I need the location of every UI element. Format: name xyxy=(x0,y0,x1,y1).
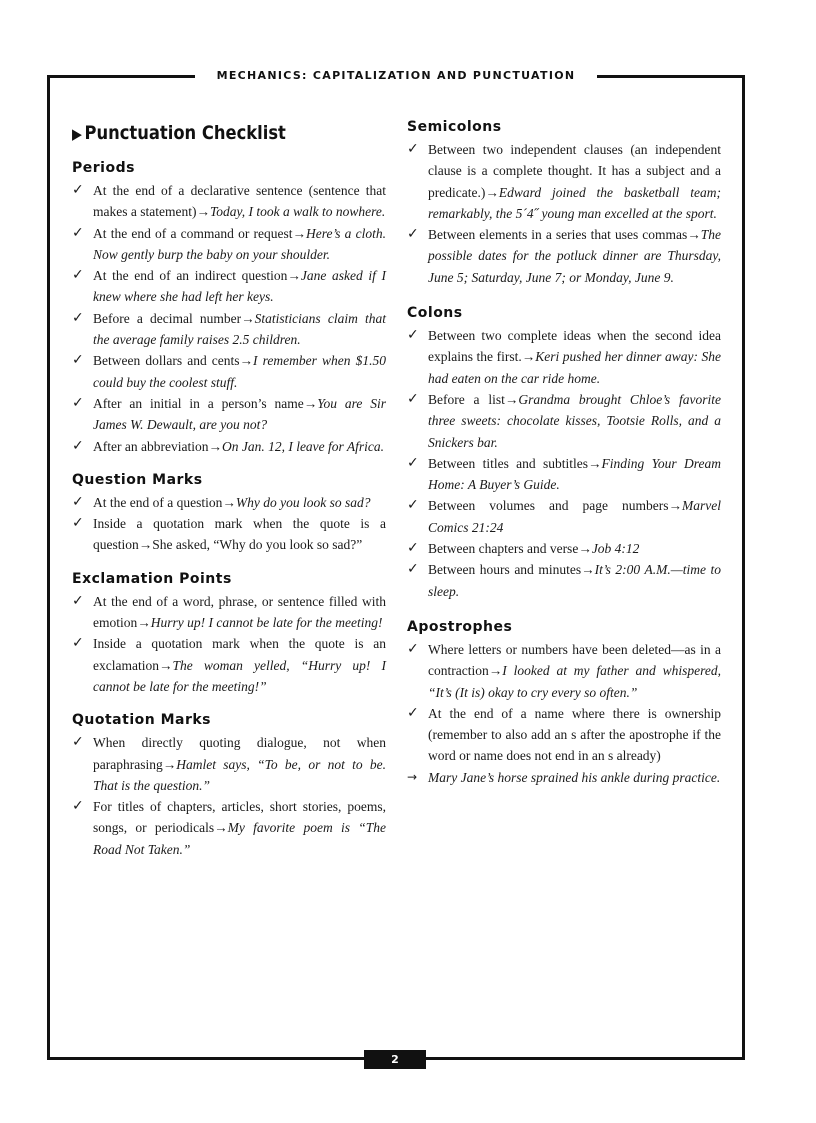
item-rule: Between chapters and verse xyxy=(428,541,579,557)
checkmark-icon: ✓ xyxy=(72,394,84,411)
arrow-right-icon: → xyxy=(687,227,701,243)
item-example: Statisticians claim that the average family raises 2.5 children. xyxy=(93,310,386,348)
item-example: Edward joined the basketball team; remarkably, the 5´4˝ young man excelled at the sport. xyxy=(428,184,721,221)
arrow-right-icon: → xyxy=(158,657,173,673)
checkmark-icon: ✓ xyxy=(407,141,419,157)
section-heading: Quotation Marks xyxy=(72,712,212,729)
arrow-right-icon: → xyxy=(222,494,236,510)
checkmark-icon: ✓ xyxy=(72,493,84,510)
checkmark-icon: ✓ xyxy=(407,497,419,514)
arrow-right-icon: → xyxy=(214,820,228,836)
checklist-item xyxy=(72,265,386,308)
arrow-right-icon: → xyxy=(239,353,254,369)
checkmark-icon: ✓ xyxy=(407,704,419,721)
checklist-item xyxy=(407,538,721,559)
checklist-item xyxy=(72,350,386,393)
checkmark-icon: ✓ xyxy=(407,226,419,243)
section-question-marks xyxy=(72,471,386,556)
checklist-item xyxy=(72,223,386,266)
checkmark-icon: ✓ xyxy=(72,515,84,532)
checkmark-icon: ✓ xyxy=(72,267,84,284)
item-example: Why do you look so sad? xyxy=(235,494,371,510)
item-rule: Between elements in a series that uses commas xyxy=(428,227,688,243)
item-example: Grandma brought Chloe’s favorite three sweets: chocolate kisses, Tootsie Rolls, and a Snickers bar. xyxy=(428,391,721,450)
checklist-item xyxy=(72,180,386,223)
section-heading: Apostrophes xyxy=(407,618,513,635)
page-number: 2 xyxy=(364,1050,426,1069)
section-heading: Colons xyxy=(407,305,463,322)
checkmark-icon: ✓ xyxy=(407,327,419,344)
section-periods xyxy=(72,159,386,457)
section-quotation-marks xyxy=(72,711,386,860)
section-heading: Question Marks xyxy=(72,471,203,488)
item-example: Here’s a cloth. Now gently burp the baby on your shoulder. xyxy=(93,225,386,262)
arrow-right-icon: → xyxy=(485,184,499,200)
left-column xyxy=(72,118,386,874)
right-column xyxy=(407,118,721,804)
frame-right-rule xyxy=(742,75,745,1060)
checkmark-icon: ✓ xyxy=(72,352,84,369)
checkmark-icon: ✓ xyxy=(407,640,419,657)
running-head: MECHANICS: CAPITALIZATION AND PUNCTUATION xyxy=(216,69,576,82)
checklist-item xyxy=(407,139,721,224)
section-heading: Exclamation Points xyxy=(72,570,232,587)
item-example: Keri pushed her dinner away: She had eaten on the car ride home. xyxy=(428,349,721,386)
arrow-right-icon: → xyxy=(137,615,151,631)
checklist-item xyxy=(72,591,386,634)
arrow-right-icon: → xyxy=(521,349,536,365)
item-example: I looked at my father and whispered, “It’s (It is) okay to cry every so often.” xyxy=(428,663,721,700)
item-rule: Between volumes and page numbers xyxy=(428,498,669,514)
item-rule: Where letters or numbers have been deleted—as in a contraction xyxy=(428,641,721,679)
item-rule: At the end of a question xyxy=(93,494,223,510)
checklist-item xyxy=(407,389,721,453)
trailing-example xyxy=(407,767,721,788)
checkmark-icon: ✓ xyxy=(72,437,84,454)
arrow-right-icon: → xyxy=(407,769,418,784)
section-heading: Periods xyxy=(72,160,135,176)
checkmark-icon: ✓ xyxy=(72,224,84,241)
checkmark-icon: ✓ xyxy=(72,635,84,652)
item-example: Job 4:12 xyxy=(591,541,640,557)
checklist-item xyxy=(72,436,386,457)
checkmark-icon: ✓ xyxy=(72,182,84,198)
item-rule: After an abbreviation xyxy=(93,438,209,454)
item-rule: For titles of chapters, articles, short stories, poems, songs, or periodicals xyxy=(93,799,386,836)
item-rule: At the end of a word, phrase, or sentence filled with emotion xyxy=(93,593,386,631)
arrow-right-icon: → xyxy=(668,498,683,514)
item-example: The woman yelled, “Hurry up! I cannot be late for the meeting!” xyxy=(93,657,386,694)
item-example: It’s 2:00 A.M.—time to sleep. xyxy=(428,562,721,599)
section-heading: Semicolons xyxy=(407,119,502,135)
checklist-item xyxy=(407,224,721,288)
checklist-item xyxy=(407,639,721,703)
item-rule: Inside a quotation mark when the quote is a question xyxy=(93,516,386,553)
item-rule: Between dollars and cents xyxy=(93,353,240,369)
arrow-right-icon: → xyxy=(588,455,602,471)
arrow-right-icon: → xyxy=(303,395,318,411)
section-apostrophes xyxy=(407,618,721,788)
item-rule: Between two complete ideas when the second idea explains the first. xyxy=(428,328,721,365)
checklist-item xyxy=(407,559,721,602)
item-rule: At the end of an indirect question xyxy=(93,268,288,284)
item-rule: Before a decimal number xyxy=(93,310,242,326)
page-title-text: Punctuation Checklist xyxy=(84,122,286,144)
checkmark-icon: ✓ xyxy=(72,592,84,609)
right-sections xyxy=(407,118,721,788)
frame-top-left-rule xyxy=(47,75,195,78)
checklist-item xyxy=(407,495,721,538)
checklist-item xyxy=(72,796,386,860)
trailing-example-text: Mary Jane’s horse sprained his ankle during practice. xyxy=(428,769,721,785)
arrow-right-icon: → xyxy=(138,537,153,553)
item-example: Hurry up! I cannot be late for the meeting! xyxy=(150,615,383,631)
item-example: Jane asked if I knew where she had left her keys. xyxy=(93,268,387,305)
item-rule: At the end of a name where there is ownership (remember to also add an s after the apostrophe if the word or name does not end in an s already) xyxy=(428,705,721,764)
item-example: On Jan. 12, I leave for Africa. xyxy=(221,438,385,454)
checklist-item xyxy=(72,513,386,556)
item-rule: Between hours and minutes xyxy=(428,562,582,578)
arrow-right-icon: → xyxy=(504,391,519,407)
item-rule: Between two independent clauses (an independent clause is a complete thought. It has a subject and a predicate.) xyxy=(428,142,721,200)
checkmark-icon: ✓ xyxy=(407,561,419,578)
section-exclamation-points xyxy=(72,570,386,697)
checkmark-icon: ✓ xyxy=(72,309,84,326)
item-rule: Inside a quotation mark when the quote is an exclamation xyxy=(93,636,386,673)
item-rule: Before a list xyxy=(428,391,505,407)
section-semicolons xyxy=(407,118,721,288)
frame-left-rule xyxy=(47,75,50,1060)
arrow-right-icon: → xyxy=(578,541,592,557)
item-rule: After an initial in a person’s name xyxy=(93,395,304,411)
frame-top-right-rule xyxy=(597,75,745,78)
arrow-right-icon: → xyxy=(488,663,503,679)
item-example: The possible dates for the potluck dinner are Thursday, June 5; Saturday, June 7; or Monday, June 9. xyxy=(428,227,721,285)
checkmark-icon: ✓ xyxy=(407,540,419,557)
checklist-item xyxy=(72,492,386,513)
item-rule: Between titles and subtitles xyxy=(428,455,589,471)
item-example: Finding Your Dream Home: A Buyer’s Guide. xyxy=(428,455,721,493)
item-example: You are Sir James W. Dewault, are you not? xyxy=(93,395,386,433)
item-example: Marvel Comics 21:24 xyxy=(428,498,721,535)
item-example: She asked, “Why do you look so sad?” xyxy=(152,537,363,553)
item-rule: At the end of a command or request xyxy=(93,225,293,241)
arrow-right-icon: → xyxy=(196,204,210,220)
arrow-right-icon: → xyxy=(162,756,177,772)
checklist-item xyxy=(72,308,386,351)
checklist-item xyxy=(407,703,721,767)
checklist-item xyxy=(407,453,721,496)
checklist-item xyxy=(72,393,386,436)
checkmark-icon: ✓ xyxy=(72,798,84,815)
arrow-right-icon: → xyxy=(292,225,306,241)
item-example: My favorite poem is “The Road Not Taken.” xyxy=(93,820,387,857)
item-rule: At the end of a declarative sentence (sentence that makes a statement) xyxy=(93,183,386,220)
arrow-right-icon: → xyxy=(287,268,301,284)
item-rule: When directly quoting dialogue, not when paraphrasing xyxy=(93,735,386,772)
checkmark-icon: ✓ xyxy=(407,454,419,471)
arrow-right-icon: → xyxy=(208,438,222,454)
page-title xyxy=(72,122,342,144)
left-sections xyxy=(72,159,386,860)
checklist-item xyxy=(72,633,386,697)
arrow-right-icon: → xyxy=(581,562,595,578)
checkmark-icon: ✓ xyxy=(72,734,84,751)
item-example: Hamlet says, “To be, or not to be. That is the question.” xyxy=(93,756,386,793)
triangle-right-icon: ▶ xyxy=(72,125,82,143)
section-colons xyxy=(407,304,721,602)
item-example: I remember when $1.50 could buy the coolest stuff. xyxy=(93,353,386,390)
arrow-right-icon: → xyxy=(241,310,255,326)
item-example: Today, I took a walk to nowhere. xyxy=(209,204,386,220)
checklist-item xyxy=(407,325,721,389)
checkmark-icon: ✓ xyxy=(407,390,419,407)
checklist-item xyxy=(72,732,386,796)
